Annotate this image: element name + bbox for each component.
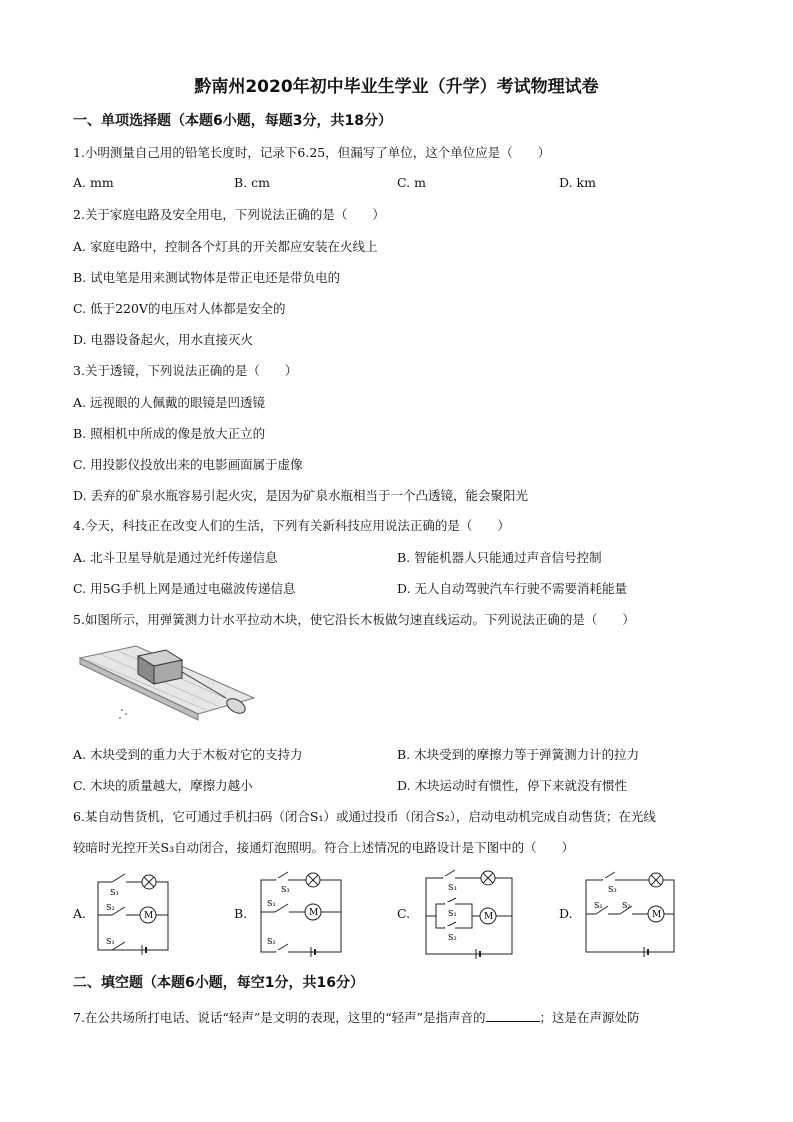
question-7-stem bbox=[73, 1008, 640, 1026]
question-1-option-c: C. m bbox=[397, 175, 426, 190]
question-5-stem: 5.如图所示，用弹簧测力计水平拉动木块，使它沿长木板做匀速直线运动。下列说法正确的是（ ） bbox=[73, 612, 635, 627]
circuit-a-s2-label: S₂ bbox=[106, 903, 115, 912]
question-7-stem-part-b: ；这是在声源处防 bbox=[539, 1010, 640, 1025]
circuit-a-label: A. bbox=[73, 906, 87, 921]
question-5-option-c: C. 木块的质量越大，摩擦力越小 bbox=[73, 778, 253, 793]
circuit-b-s1-label: S₁ bbox=[267, 899, 276, 908]
circuit-a-s1-label: S₁ bbox=[106, 937, 115, 946]
question-7-answer-blank[interactable] bbox=[486, 1009, 540, 1022]
question-5-option-d: D. 木块运动时有惯性，停下来就没有惯性 bbox=[397, 778, 628, 793]
circuit-c-diagram bbox=[418, 866, 518, 960]
circuit-c-s1-label: S₁ bbox=[448, 909, 457, 918]
question-4-option-b: B. 智能机器人只能通过声音信号控制 bbox=[397, 550, 602, 565]
circuit-b-motor-label: M bbox=[309, 908, 319, 918]
question-6-stem-line-1: 6.某自动售货机，它可通过手机扫码（闭合S₁）或通过投币（闭合S₂），启动电动机完成自动售货；在光线 bbox=[73, 809, 656, 824]
question-5-option-a: A. 木块受到的重力大于木板对它的支持力 bbox=[73, 747, 303, 762]
question-2-option-d: D. 电器设备起火，用水直接灭火 bbox=[73, 332, 254, 347]
circuit-b-s3-label: S₃ bbox=[281, 885, 290, 894]
circuit-c-s2-label: S₂ bbox=[448, 933, 457, 942]
question-1-option-b: B. cm bbox=[234, 175, 270, 190]
question-4-stem: 4.今天，科技正在改变人们的生活，下列有关新科技应用说法正确的是（ ） bbox=[73, 518, 510, 533]
section-heading-1: 一、单项选择题（本题6小题，每题3分，共18分） bbox=[73, 113, 392, 129]
spring-scale-block-figure bbox=[76, 640, 256, 725]
circuit-c-label: C. bbox=[397, 906, 411, 921]
circuit-c-motor-label: M bbox=[484, 912, 494, 922]
question-7-stem-part-a: 7.在公共场所打电话、说话“轻声”是文明的表现，这里的“轻声”是指声音的 bbox=[73, 1010, 486, 1025]
circuit-a-diagram bbox=[92, 868, 172, 958]
circuit-a-motor-label: M bbox=[144, 911, 154, 921]
circuit-d-s3-label: S₃ bbox=[608, 885, 617, 894]
question-1-option-a: A. mm bbox=[73, 175, 114, 190]
circuit-c-s3-label: S₃ bbox=[448, 883, 457, 892]
circuit-b-s2-label: S₂ bbox=[267, 937, 276, 946]
question-2-stem: 2.关于家庭电路及安全用电，下列说法正确的是（ ） bbox=[73, 207, 385, 222]
section-heading-2: 二、填空题（本题6小题，每空1分，共16分） bbox=[73, 975, 364, 991]
circuit-d-s1-label: S₁ bbox=[594, 901, 603, 910]
page-title: 黔南州2020年初中毕业生学业（升学）考试物理试卷 bbox=[194, 77, 599, 97]
question-1-stem: 1.小明测量自己用的铅笔长度时，记录下6.25，但漏写了单位，这个单位应是（ ） bbox=[73, 145, 551, 160]
question-1-option-d: D. km bbox=[559, 175, 596, 190]
question-3-option-c: C. 用投影仪投放出来的电影画面属于虚像 bbox=[73, 457, 303, 472]
question-6-stem-line-2: 较暗时光控开关S₃自动闭合，接通灯泡照明。符合上述情况的电路设计是下图中的（ ） bbox=[73, 840, 575, 855]
circuit-d-s2-label: S₂ bbox=[622, 901, 631, 910]
question-4-option-d: D. 无人自动驾驶汽车行驶不需要消耗能量 bbox=[397, 581, 628, 596]
question-2-option-c: C. 低于220V的电压对人体都是安全的 bbox=[73, 301, 286, 316]
question-2-option-a: A. 家庭电路中，控制各个灯具的开关都应安装在火线上 bbox=[73, 239, 378, 254]
question-3-option-d: D. 丢弃的矿泉水瓶容易引起火灾，是因为矿泉水瓶相当于一个凸透镜，能会聚阳光 bbox=[73, 488, 529, 503]
question-3-option-a: A. 远视眼的人佩戴的眼镜是凹透镜 bbox=[73, 395, 265, 410]
question-4-option-a: A. 北斗卫星导航是通过光纤传递信息 bbox=[73, 550, 278, 565]
question-4-option-c: C. 用5G手机上网是通过电磁波传递信息 bbox=[73, 581, 296, 596]
question-3-stem: 3.关于透镜，下列说法正确的是（ ） bbox=[73, 363, 298, 378]
question-3-option-b: B. 照相机中所成的像是放大正立的 bbox=[73, 426, 266, 441]
circuit-b-diagram bbox=[255, 868, 345, 958]
circuit-d-motor-label: M bbox=[652, 910, 662, 920]
question-2-option-b: B. 试电笔是用来测试物体是带正电还是带负电的 bbox=[73, 270, 341, 285]
circuit-b-label: B. bbox=[234, 906, 248, 921]
question-5-option-b: B. 木块受到的摩擦力等于弹簧测力计的拉力 bbox=[397, 747, 640, 762]
circuit-d-label: D. bbox=[559, 906, 573, 921]
circuit-d-diagram bbox=[580, 868, 680, 958]
circuit-a-s3-label: S₃ bbox=[110, 888, 119, 897]
